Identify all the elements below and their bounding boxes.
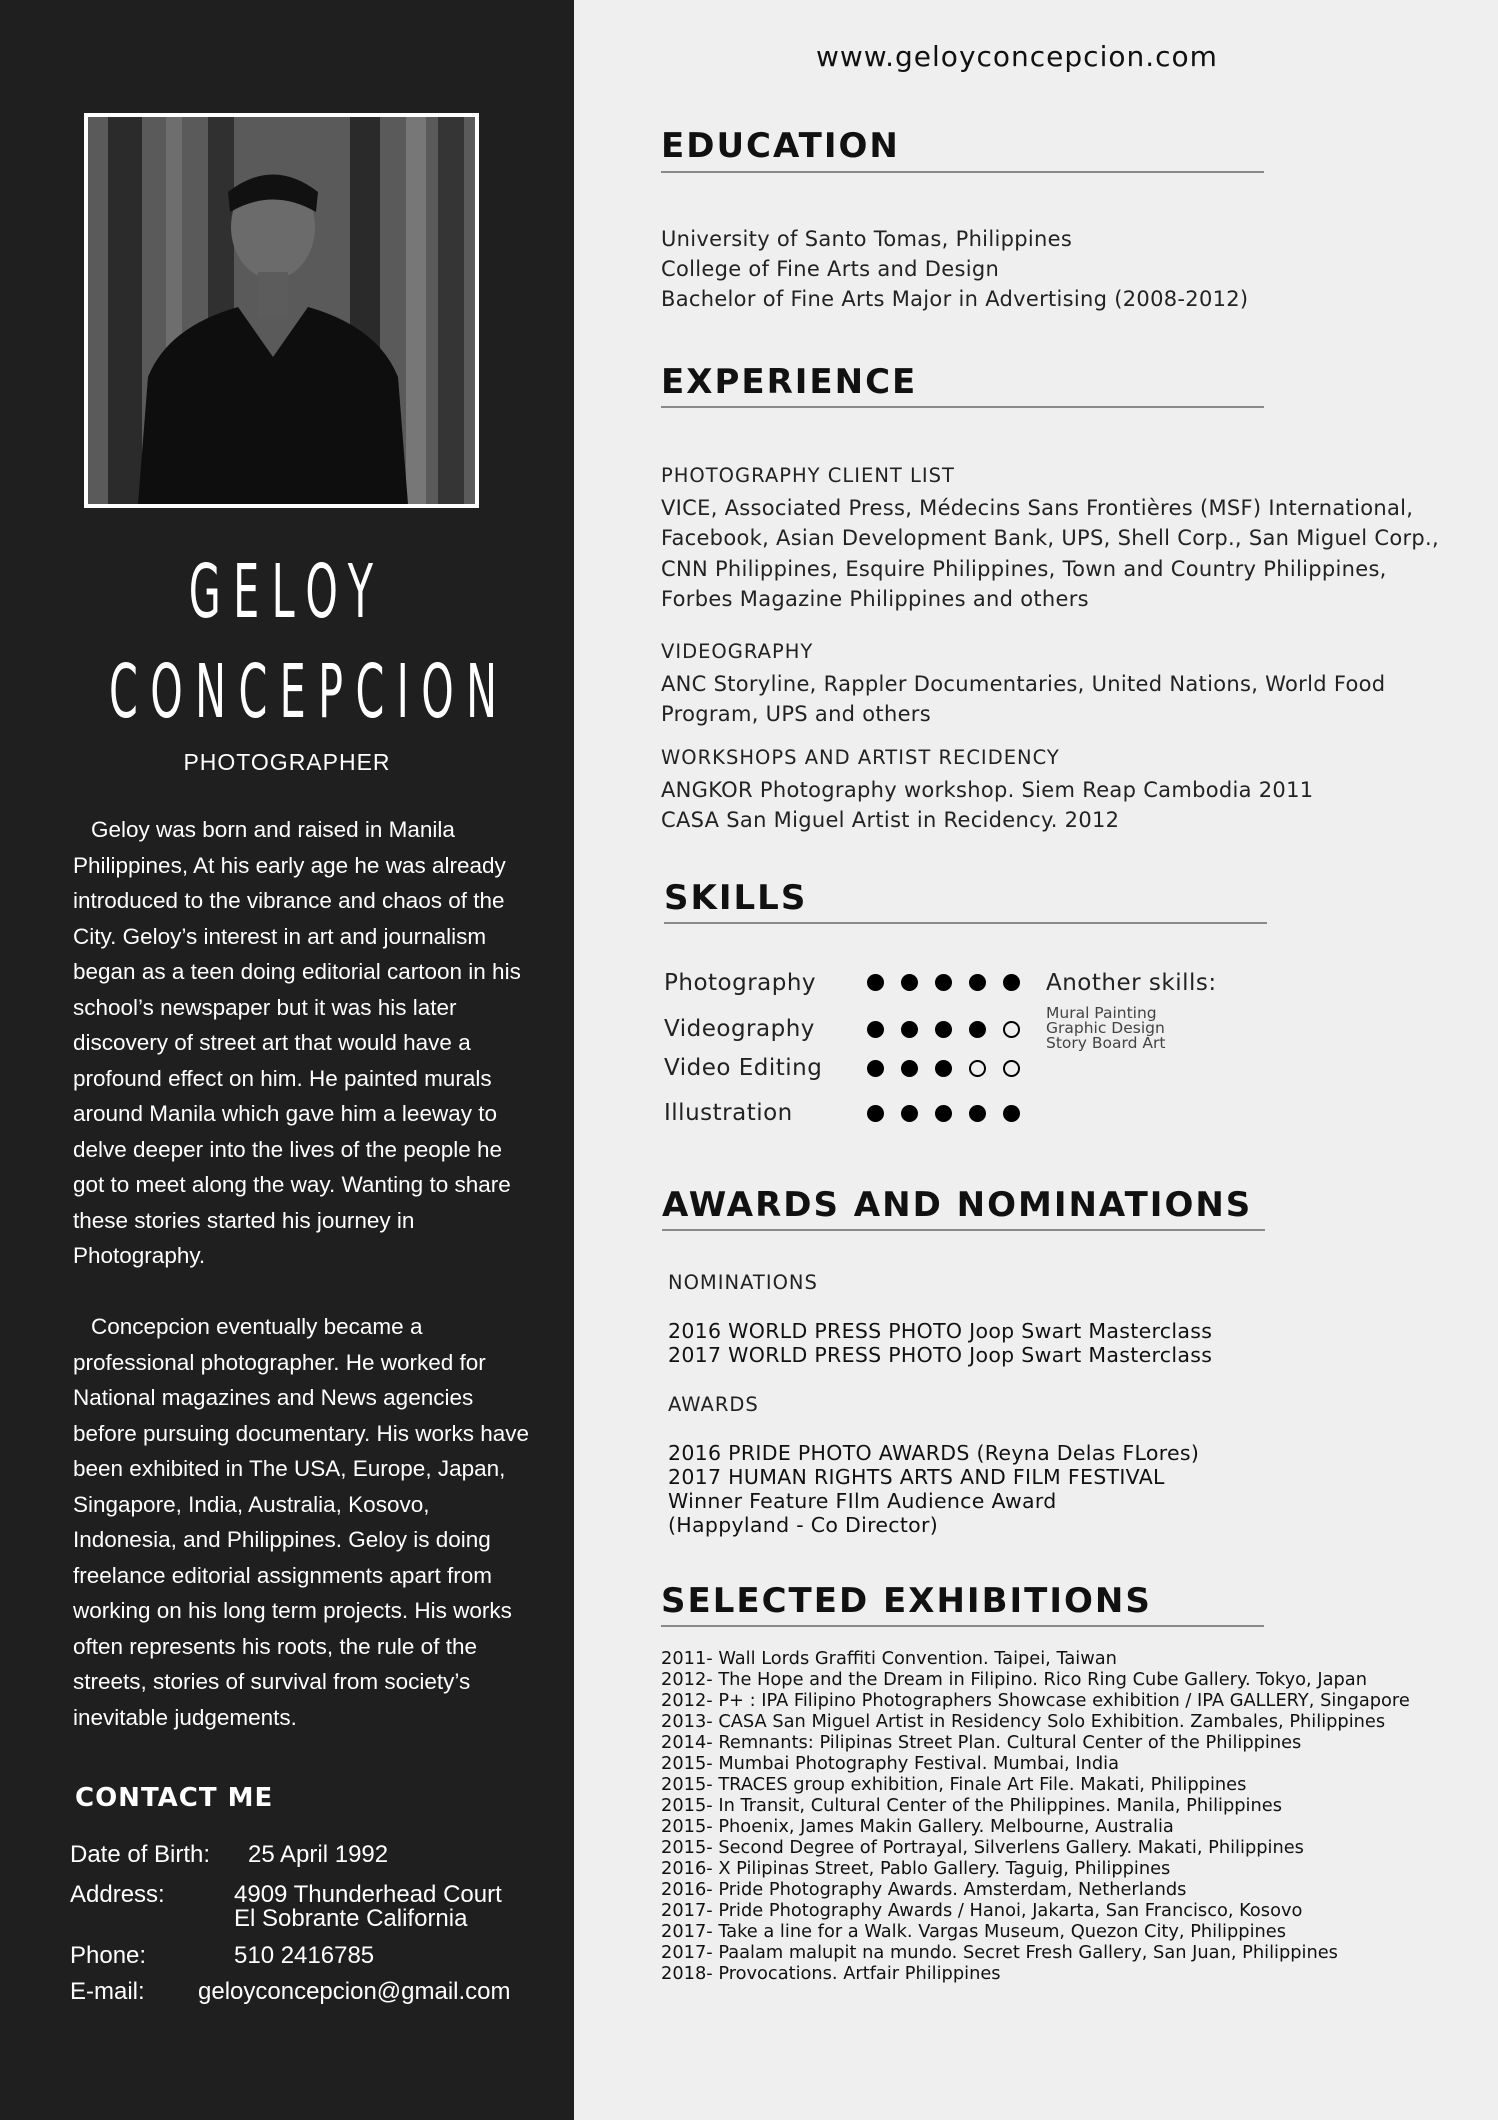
contact-dob — [70, 1841, 389, 1868]
skill-dot-empty — [1003, 1060, 1020, 1077]
other-skills-list — [1046, 1006, 1165, 1051]
nomination-item: 2017 WORLD PRESS PHOTO Joop Swart Masterclass — [668, 1343, 1213, 1367]
experience-title: EXPERIENCE — [661, 362, 918, 402]
skill-dot-filled — [935, 974, 952, 991]
exp-workshops-line-2: CASA San Miguel Artist in Recidency. 2012 — [661, 808, 1120, 832]
education-rule — [661, 171, 1264, 173]
portrait-image — [88, 117, 475, 504]
skill-dot-filled — [935, 1060, 952, 1077]
education-line-1: University of Santo Tomas, Philippines — [661, 227, 1073, 251]
skill-dot-filled — [969, 1105, 986, 1122]
last-name: CONCEPCION — [109, 649, 510, 735]
exhibition-item: 2015- Mumbai Photography Festival. Mumbai, India — [661, 1753, 1120, 1774]
award-item: 2017 HUMAN RIGHTS ARTS AND FILM FESTIVAL — [668, 1465, 1165, 1489]
role-title: PHOTOGRAPHER — [183, 749, 391, 775]
award-item: Winner Feature FIlm Audience Award — [668, 1489, 1057, 1513]
skill-dot-filled — [901, 974, 918, 991]
sidebar — [0, 0, 574, 2120]
exhibition-item: 2015- Phoenix, James Makin Gallery. Melbourne, Australia — [661, 1816, 1174, 1837]
exp-photography-heading: PHOTOGRAPHY CLIENT LIST — [661, 464, 955, 487]
skill-dot-filled — [1003, 1105, 1020, 1122]
exhibition-item: 2015- Second Degree of Portrayal, Silverlens Gallery. Makati, Philippines — [661, 1837, 1304, 1858]
skill-dot-filled — [867, 974, 884, 991]
skill-videography: Videography — [664, 1016, 815, 1042]
education-line-2: College of Fine Arts and Design — [661, 257, 1000, 281]
bio-paragraph-2: Concepcion eventually became a professional photographer. He worked for National magazines and News agencies before pursuing documentary. His works have been exhibited in The USA, Europe, Japan, Singapore, India, Australia, Kosovo, Indonesia, and Philippines. Geloy is doing freelance editorial assignments apart from working on his long term projects. His works often represents his roots, the rule of the streets, stories of survival from society’s inevitable judgements. — [73, 1314, 530, 1730]
other-skill-item: Graphic Design — [1046, 1019, 1165, 1037]
skill-dot-filled — [901, 1060, 918, 1077]
experience-rule — [661, 406, 1264, 408]
exhibition-item: 2016- Pride Photography Awards. Amsterdam, Netherlands — [661, 1879, 1187, 1900]
contact-address — [70, 1881, 502, 1932]
skill-dot-filled — [1003, 974, 1020, 991]
phone-value: 510 2416785 — [234, 1942, 375, 1969]
exhibition-item: 2017- Paalam malupit na mundo. Secret Fresh Gallery, San Juan, Philippines — [661, 1942, 1338, 1963]
nomination-item: 2016 WORLD PRESS PHOTO Joop Swart Masterclass — [668, 1319, 1213, 1343]
exhibition-item: 2015- TRACES group exhibition, Finale Art File. Makati, Philippines — [661, 1774, 1247, 1795]
skill-dot-filled — [867, 1060, 884, 1077]
skill-dot-empty — [969, 1060, 986, 1077]
exhibitions-title: SELECTED EXHIBITIONS — [661, 1581, 1152, 1621]
skill-illustration: Illustration — [664, 1100, 793, 1126]
exhibition-item: 2014- Remnants: Pilipinas Street Plan. Cultural Center of the Philippines — [661, 1732, 1302, 1753]
profile-photo — [84, 113, 479, 508]
exp-photography-line-4: Forbes Magazine Philippines and others — [661, 587, 1089, 611]
contact-email — [70, 1978, 511, 2005]
exhibition-item: 2017- Take a line for a Walk. Vargas Museum, Quezon City, Philippines — [661, 1921, 1286, 1942]
address-line2: El Sobrante California — [234, 1905, 468, 1932]
exhibition-item: 2013- CASA San Miguel Artist in Residency Solo Exhibition. Zambales, Philippines — [661, 1711, 1386, 1732]
exhibition-item: 2018- Provocations. Artfair Philippines — [661, 1963, 1001, 1984]
award-item: 2016 PRIDE PHOTO AWARDS (Reyna Delas FLores) — [668, 1441, 1200, 1465]
skill-dot-filled — [969, 974, 986, 991]
skill-dot-filled — [901, 1105, 918, 1122]
skill-dot-empty — [1003, 1021, 1020, 1038]
contact-title: CONTACT ME — [75, 1783, 274, 1813]
dob-label: Date of Birth: — [70, 1841, 211, 1868]
education-line-3: Bachelor of Fine Arts Major in Advertising (2008-2012) — [661, 287, 1249, 311]
skill-dot-filled — [935, 1021, 952, 1038]
contact-phone — [70, 1942, 375, 1969]
exhibitions-rule — [661, 1625, 1264, 1627]
skill-dot-filled — [867, 1021, 884, 1038]
awards-title: AWARDS AND NOMINATIONS — [662, 1185, 1253, 1225]
exp-photography-line-1: VICE, Associated Press, Médecins Sans Frontières (MSF) International, — [661, 496, 1414, 520]
other-skill-item: Mural Painting — [1046, 1004, 1157, 1022]
first-name: GELOY — [188, 549, 386, 635]
nominations-heading: NOMINATIONS — [668, 1271, 818, 1294]
skills-rule — [664, 922, 1267, 924]
exhibition-item: 2011- Wall Lords Graffiti Convention. Taipei, Taiwan — [661, 1648, 1117, 1669]
email-label: E-mail: — [70, 1978, 145, 2005]
exp-videography-heading: VIDEOGRAPHY — [661, 640, 814, 663]
exp-videography-line-2: Program, UPS and others — [661, 702, 931, 726]
skill-dot-filled — [969, 1021, 986, 1038]
address-label: Address: — [70, 1881, 165, 1908]
exhibitions-list — [661, 1648, 1410, 1984]
awards-heading: AWARDS — [668, 1393, 759, 1416]
exp-photography-line-2: Facebook, Asian Development Bank, UPS, Shell Corp., San Miguel Corp., — [661, 526, 1440, 550]
bio-paragraph-1: Geloy was born and raised in Manila Philippines, At his early age he was already introduced to the vibrance and chaos of the City. Geloy’s interest in art and journalism began as a teen doing editorial cartoon in his school’s newspaper but it was his later discovery of street art that would have a profound effect on him. He painted murals around Manila which gave him a leeway to delve deeper into the lives of the people he got to meet along the way. Wanting to share these stories started his journey in Photography. — [73, 817, 521, 1268]
skill-photography: Photography — [664, 970, 817, 996]
other-skills-title: Another skills: — [1046, 970, 1217, 996]
exhibition-item: 2017- Pride Photography Awards / Hanoi, Jakarta, San Francisco, Kosovo — [661, 1900, 1303, 1921]
awards-rule — [662, 1229, 1265, 1231]
exhibition-item: 2015- In Transit, Cultural Center of the Philippines. Manila, Philippines — [661, 1795, 1282, 1816]
education-title: EDUCATION — [661, 126, 900, 166]
skill-video-editing: Video Editing — [664, 1055, 823, 1081]
award-item: (Happyland - Co Director) — [668, 1513, 939, 1537]
skill-dot-filled — [935, 1105, 952, 1122]
skill-dot-filled — [867, 1105, 884, 1122]
exp-workshops-heading: WORKSHOPS AND ARTIST RECIDENCY — [661, 746, 1060, 769]
exhibition-item: 2016- X Pilipinas Street, Pablo Gallery. Taguig, Philippines — [661, 1858, 1171, 1879]
dob-value: 25 April 1992 — [248, 1841, 389, 1868]
exp-videography-line-1: ANC Storyline, Rappler Documentaries, United Nations, World Food — [661, 672, 1386, 696]
skills-title: SKILLS — [664, 878, 808, 918]
exp-photography-line-3: CNN Philippines, Esquire Philippines, Town and Country Philippines, — [661, 557, 1387, 581]
email-value[interactable]: geloyconcepcion@gmail.com — [198, 1978, 511, 2005]
skill-dot-filled — [901, 1021, 918, 1038]
address-line1: 4909 Thunderhead Court — [234, 1881, 502, 1908]
other-skill-item: Story Board Art — [1046, 1034, 1166, 1052]
exhibition-item: 2012- P+ : IPA Filipino Photographers Showcase exhibition / IPA GALLERY, Singapore — [661, 1690, 1410, 1711]
phone-label: Phone: — [70, 1942, 147, 1969]
exhibition-item: 2012- The Hope and the Dream in Filipino. Rico Ring Cube Gallery. Tokyo, Japan — [661, 1669, 1367, 1690]
exp-workshops-line-1: ANGKOR Photography workshop. Siem Reap Cambodia 2011 — [661, 778, 1314, 802]
website-link[interactable]: www.geloyconcepcion.com — [816, 40, 1218, 73]
